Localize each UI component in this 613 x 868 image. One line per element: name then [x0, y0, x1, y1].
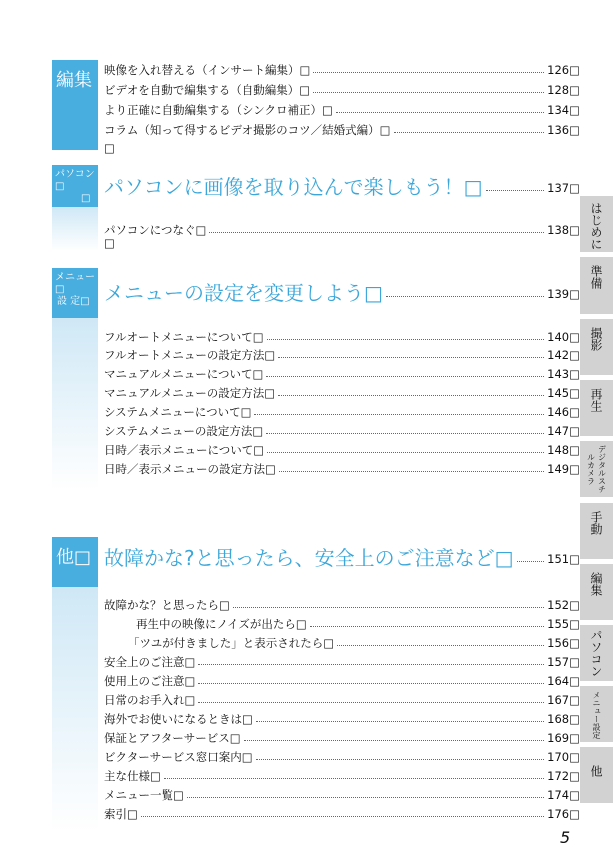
trailer-mark: □	[104, 141, 115, 155]
toc-entry[interactable]	[104, 461, 580, 477]
section-label-menu	[52, 268, 98, 318]
toc-entry[interactable]	[104, 673, 580, 689]
leader-dots	[266, 433, 544, 434]
tab-hoka[interactable]	[580, 747, 613, 803]
leader-dots	[256, 759, 545, 760]
entry-title: フルオートメニューについて□	[104, 330, 264, 344]
leader-dots	[313, 72, 544, 73]
entry-page: 156□	[547, 636, 580, 650]
section-fade	[52, 587, 98, 832]
entry-page: 147□	[547, 424, 580, 438]
leader-dots	[266, 376, 544, 377]
tab-hajimeni[interactable]	[580, 196, 613, 252]
leader-dots	[279, 471, 544, 472]
header-title: 故障かな?と思ったら、安全上のご注意など□	[104, 545, 514, 570]
entry-title: 主な仕様□	[104, 769, 161, 783]
entry-title: マニュアルメニューについて□	[104, 367, 264, 381]
section-label-line: パソコン□	[55, 169, 95, 192]
toc-entry[interactable]	[104, 102, 580, 118]
toc-entry[interactable]	[104, 730, 580, 746]
leader-dots	[198, 702, 544, 703]
entry-page: 172□	[547, 769, 580, 783]
leader-dots	[486, 190, 545, 191]
toc-entry[interactable]	[136, 616, 580, 632]
toc-entry[interactable]	[104, 768, 580, 784]
entry-page: 136□	[547, 123, 580, 137]
entry-page: 126□	[547, 63, 580, 77]
page-number: 5	[560, 828, 571, 847]
tab-label: 再生	[589, 388, 603, 412]
entry-title: 日時／表示メニューの設定方法□	[104, 462, 276, 476]
header-page: 139□	[547, 287, 580, 301]
entry-page: 146□	[547, 405, 580, 419]
tab-shudou[interactable]	[580, 503, 613, 559]
toc-entry[interactable]	[104, 597, 580, 613]
entry-page: 143□	[547, 367, 580, 381]
entry-page: 142□	[547, 348, 580, 362]
entry-page: 134□	[547, 103, 580, 117]
entry-title: ビデオを自動で編集する（自動編集）□	[104, 83, 311, 97]
toc-entry[interactable]	[104, 654, 580, 670]
leader-dots	[267, 339, 545, 340]
leader-dots	[310, 626, 544, 627]
entry-title: メニュー一覧□	[104, 788, 184, 802]
header-page: 151□	[547, 552, 580, 566]
leader-dots	[394, 132, 545, 133]
entry-title: 保証とアフターサービス□	[104, 731, 241, 745]
entry-title: 使用上のご注意□	[104, 674, 196, 688]
tab-label: 編集	[589, 572, 603, 596]
leader-dots	[198, 664, 544, 665]
entry-title: より正確に自動編集する（シンクロ補正）□	[104, 103, 333, 117]
entry-title: システムメニューについて□	[104, 405, 252, 419]
toc-entry[interactable]	[104, 222, 580, 238]
toc-entry[interactable]	[128, 635, 580, 651]
leader-dots	[209, 232, 544, 233]
tab-label: はじめに	[589, 202, 603, 250]
leader-dots	[187, 797, 544, 798]
tab-menu-settei[interactable]	[580, 686, 613, 742]
entry-title: 海外でお使いになるときは□	[104, 712, 253, 726]
leader-dots	[198, 683, 544, 684]
toc-entry[interactable]	[104, 82, 580, 98]
toc-entry[interactable]	[104, 442, 580, 458]
entry-page: 168□	[547, 712, 580, 726]
header-title: メニューの設定を変更しよう□	[104, 280, 383, 305]
header-page: 137□	[547, 181, 580, 195]
entry-page: 170□	[547, 750, 580, 764]
entry-page: 149□	[547, 462, 580, 476]
toc-entry[interactable]	[104, 366, 580, 382]
toc-entry[interactable]	[104, 404, 580, 420]
entry-page: 138□	[547, 223, 580, 237]
entry-title: 映像を入れ替える（インサート編集）□	[104, 63, 311, 77]
leader-dots	[244, 740, 545, 741]
entry-title: マニュアルメニューの設定方法□	[104, 386, 276, 400]
toc-entry[interactable]	[104, 692, 580, 708]
section-fade	[52, 318, 98, 490]
toc-entry[interactable]	[104, 787, 580, 803]
tab-label: デジタルスチルカメラ	[586, 445, 607, 493]
tab-pasokon[interactable]	[580, 625, 613, 681]
toc-entry[interactable]	[104, 711, 580, 727]
entry-page: 169□	[547, 731, 580, 745]
section-label-other: 他□	[52, 537, 98, 587]
toc-entry[interactable]	[104, 423, 580, 439]
tab-label: 他	[589, 765, 603, 777]
leader-dots	[337, 645, 544, 646]
toc-entry[interactable]	[104, 806, 580, 822]
leader-dots	[278, 395, 544, 396]
leader-dots	[233, 607, 544, 608]
section-header[interactable]	[104, 543, 580, 569]
section-header[interactable]	[104, 172, 580, 198]
section-label-edit: 編集	[52, 60, 98, 150]
section-label-pc	[52, 165, 98, 207]
leader-dots	[313, 92, 544, 93]
tab-label: パソコン	[589, 629, 603, 677]
tab-saisei[interactable]	[580, 380, 613, 436]
entry-page: 140□	[547, 330, 580, 344]
entry-title: ビクターサービス窓口案内□	[104, 750, 253, 764]
entry-page: 128□	[547, 83, 580, 97]
section-fade	[52, 207, 98, 251]
tab-junbi[interactable]	[580, 257, 613, 314]
entry-page: 148□	[547, 443, 580, 457]
entry-page: 155□	[547, 617, 580, 631]
section-label-line: □	[81, 193, 91, 204]
section-label-line: メニュー□	[55, 272, 95, 295]
entry-title: 索引□	[104, 807, 138, 821]
leader-dots	[256, 721, 544, 722]
leader-dots	[336, 112, 544, 113]
entry-title: コラム（知って得するビデオ撮影のコツ／結婚式編）□	[104, 123, 391, 137]
entry-title: 日常のお手入れ□	[104, 693, 196, 707]
entry-page: 176□	[547, 807, 580, 821]
trailer-mark: □	[104, 236, 115, 250]
tab-digital-still-camera[interactable]	[580, 441, 613, 497]
entry-title: フルオートメニューの設定方法□	[104, 348, 276, 362]
entry-page: 167□	[547, 693, 580, 707]
leader-dots	[278, 357, 544, 358]
toc-entry[interactable]	[104, 62, 580, 78]
entry-title: システムメニューの設定方法□	[104, 424, 264, 438]
tab-henshu[interactable]	[580, 564, 613, 620]
entry-title: パソコンにつなぐ□	[104, 223, 207, 237]
entry-page: 164□	[547, 674, 580, 688]
tab-label: 撮影	[589, 327, 603, 351]
header-title: パソコンに画像を取り込んで楽しもう！□	[104, 174, 483, 199]
leader-dots	[267, 452, 544, 453]
toc-entry[interactable]	[104, 749, 580, 765]
leader-dots	[254, 414, 544, 415]
entry-title: 日時／表示メニューについて□	[104, 443, 265, 457]
tab-satsuei[interactable]	[580, 319, 613, 375]
toc-entry[interactable]	[104, 347, 580, 363]
leader-dots	[164, 778, 544, 779]
entry-title: 「ツユが付きました」と表示されたら□	[128, 636, 335, 650]
leader-dots	[141, 816, 544, 817]
entry-title: 再生中の映像にノイズが出たら□	[136, 617, 307, 631]
toc-entry[interactable]	[104, 122, 580, 138]
tab-label: 手動	[589, 511, 603, 535]
entry-page: 145□	[547, 386, 580, 400]
section-header[interactable]	[104, 278, 580, 304]
tab-label: 準備	[589, 265, 603, 289]
tab-label: メニュー設定	[592, 691, 601, 739]
entry-title: 安全上のご注意□	[104, 655, 196, 669]
entry-title: 故障かな？と思ったら□	[104, 598, 230, 612]
leader-dots	[517, 561, 545, 562]
entry-page: 152□	[547, 598, 580, 612]
entry-page: 174□	[547, 788, 580, 802]
entry-page: 157□	[547, 655, 580, 669]
toc-entry[interactable]	[104, 329, 580, 345]
toc-entry[interactable]	[104, 385, 580, 401]
leader-dots	[386, 296, 544, 297]
section-label-line: 設 定□	[57, 296, 90, 307]
